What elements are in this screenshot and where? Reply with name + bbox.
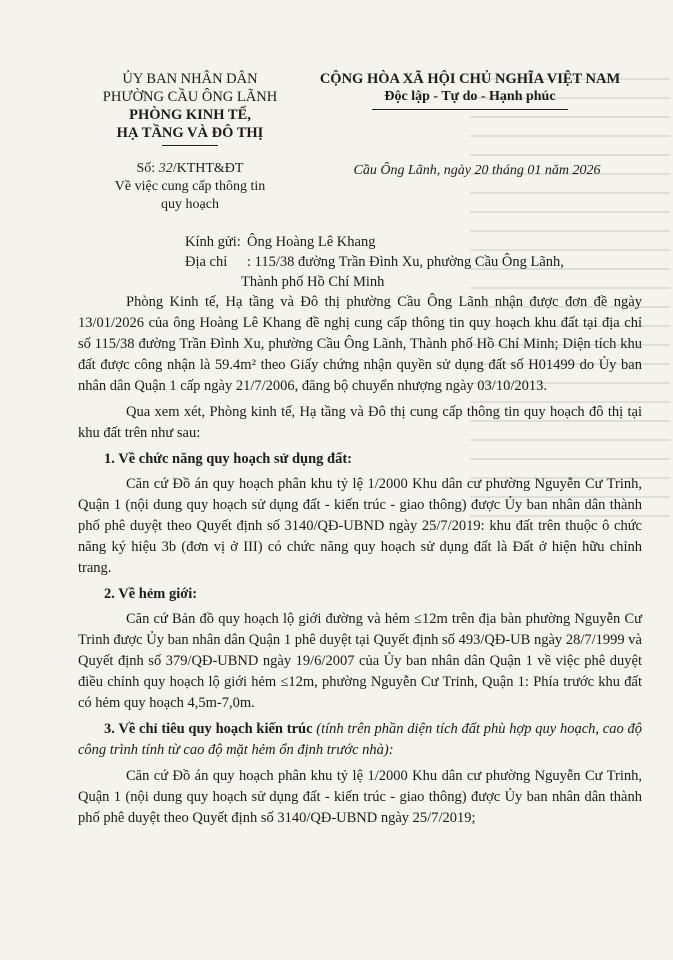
doc-number-prefix: Số:: [136, 161, 156, 176]
doc-number-suffix: /KTHT&ĐT: [172, 161, 244, 176]
motto: Độc lập - Tự do - Hạnh phúc: [384, 89, 556, 104]
document-number-block: [72, 160, 308, 214]
paragraph-alley-boundary: Căn cứ Bản đồ quy hoạch lộ giới đường và hẻm ≤12m trên địa bàn phường Nguyễn Cư Trinh được Ủy ban nhân dân Quận 1 phê duyệt tại Quyết định số 493/QĐ-UB ngày 28/7/1999 và Quyết định số 379/QĐ-UBND ngày 19/6/2007 của Ủy ban nhân dân Quận 1 về việc phê duyệt điều chỉnh quy hoạch lộ giới hẻm ≤12m, phường Nguyễn Cư Trinh, Quận 1: Phía trước khu đất có hẻm quy hoạch 4,5m-7,0m.: [78, 611, 642, 711]
document-number: [72, 160, 308, 178]
recipient-name: Ông Hoàng Lê Khang: [247, 234, 376, 250]
address-line-1: : 115/38 đường Trần Đình Xu, phường Cầu Ông Lãnh,: [247, 254, 564, 270]
issue-date: Cầu Ông Lãnh, ngày 20 tháng 01 năm 2026: [353, 163, 601, 178]
national-header: [300, 70, 640, 110]
paragraph-land-use: Căn cứ Đồ án quy hoạch phân khu tỷ lệ 1/2000 Khu dân cư phường Nguyễn Cư Trinh, Quận 1 (nội dung quy hoạch sử dụng đất - kiến trúc - giao thông) được Ủy ban nhân dân thành phố phê duyệt theo Quyết định số 3140/QĐ-UBND ngày 25/7/2019: khu đất trên thuộc ô chức năng ký hiệu 3b (đơn vị ở III) có chức năng quy hoạch sử dụng đất là Đất ở hiện hữu chỉnh trang.: [78, 476, 642, 576]
letter-body: [78, 292, 642, 834]
paragraph-review: Qua xem xét, Phòng kinh tế, Hạ tầng và Đô thị cung cấp thông tin quy hoạch đô thị tại khu đất trên như sau:: [78, 404, 642, 441]
heading-alley-boundary: 2. Về hẻm giới:: [104, 586, 198, 602]
heading-land-use: 1. Về chức năng quy hoạch sử dụng đất:: [104, 451, 352, 467]
recipient-block: [185, 232, 645, 292]
paragraph-architecture: Căn cứ Đồ án quy hoạch phân khu tỷ lệ 1/2000 Khu dân cư phường Nguyễn Cư Trinh, Quận 1 (nội dung quy hoạch sử dụng đất - kiến trúc - giao thông) được Ủy ban nhân dân thành phố phê duyệt theo Quyết định số 3140/QĐ-UBND ngày 25/7/2019;: [78, 768, 642, 826]
motto-underline: [372, 109, 568, 110]
agency-header: [72, 70, 308, 146]
agency-line-2: PHƯỜNG CẦU ÔNG LÃNH: [102, 89, 278, 105]
doc-number-handwritten: 32: [158, 161, 173, 176]
address-line-2: Thành phố Hồ Chí Minh: [241, 274, 385, 290]
heading-architecture: [78, 719, 642, 761]
dept-line-2: HẠ TẦNG VÀ ĐÔ THỊ: [116, 125, 264, 141]
paragraph-intro: Phòng Kinh tế, Hạ tầng và Đô thị phường Cầu Ông Lãnh nhận được đơn đề ngày 13/01/2026 của ông Hoàng Lê Khang đề nghị cung cấp thông tin quy hoạch khu đất tại địa chỉ số 115/38 đường Trần Đình Xu, phường Cầu Ông Lãnh, Thành phố Hồ Chí Minh; Diện tích khu đất được công nhận là 59.4m² theo Giấy chứng nhận quyền sử dụng đất số H01499 do Ủy ban nhân dân Quận 1 cấp ngày 21/7/2006, đăng bộ chuyển nhượng ngày 03/10/2013.: [78, 294, 642, 394]
country-name: CỘNG HÒA XÃ HỘI CHỦ NGHĨA VIỆT NAM: [319, 71, 621, 87]
dept-line-1: PHÒNG KINH TẾ,: [129, 107, 251, 123]
agency-line-1: ỦY BAN NHÂN DÂN: [122, 71, 258, 87]
subject-line-1: Về việc cung cấp thông tin: [114, 179, 266, 194]
heading-architecture-note: (tính trên phần diện tích đất phù hợp quy hoạch, cao độ công trình tính từ cao độ mặt hẻm ổn định trước nhà):: [78, 721, 643, 758]
address-label: Địa chỉ: [185, 254, 228, 270]
subject-line-2: quy hoạch: [161, 197, 219, 212]
recipient-label: Kính gửi:: [185, 234, 241, 250]
agency-underline: [162, 145, 218, 146]
heading-architecture-bold: 3. Về chỉ tiêu quy hoạch kiến trúc: [104, 721, 313, 737]
